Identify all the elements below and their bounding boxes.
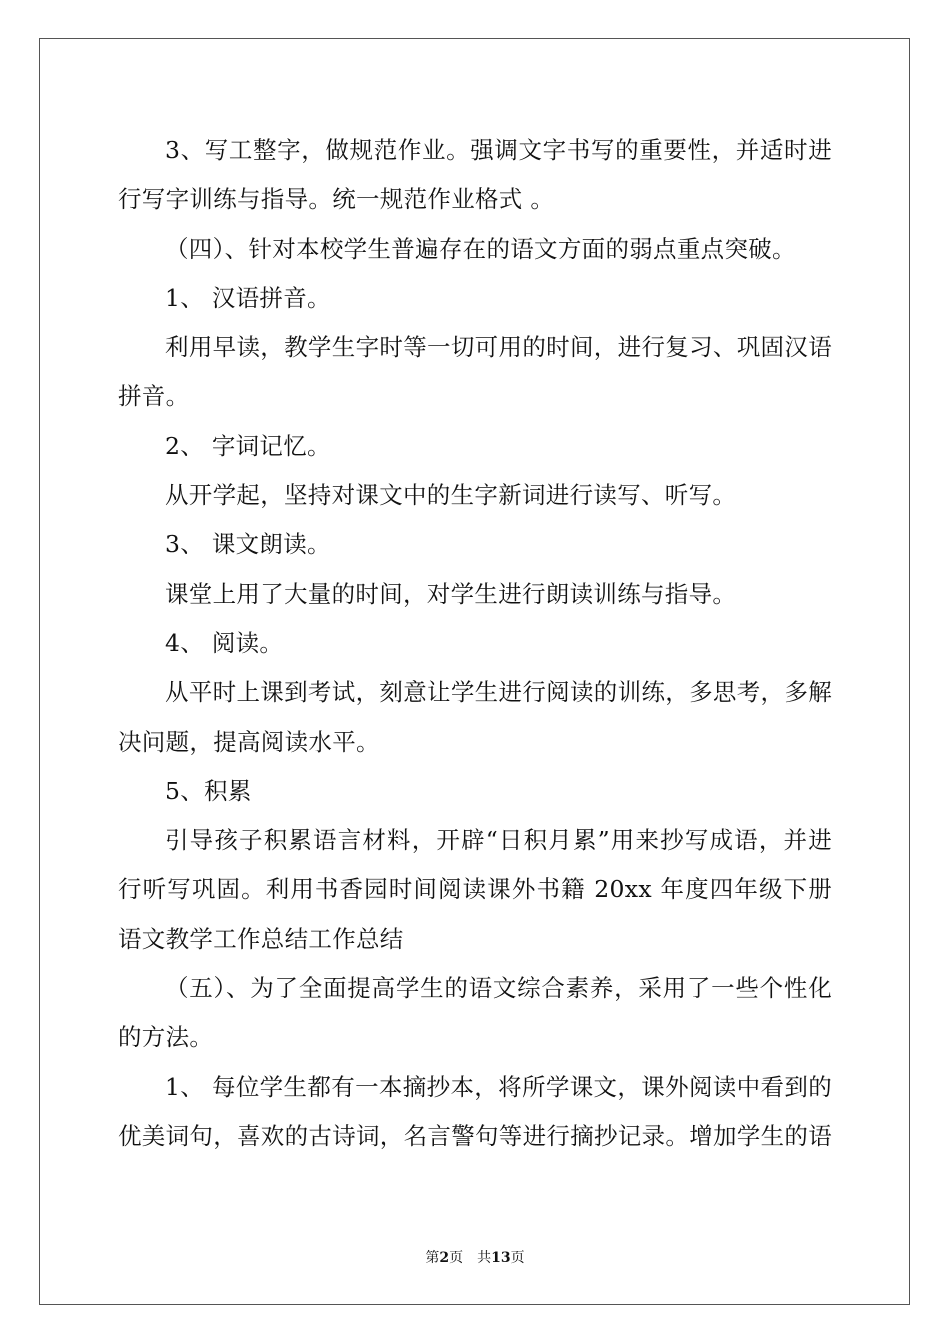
current-page-number: 2 [439, 1250, 450, 1266]
footer-mid: 页 共 [449, 1250, 492, 1266]
page-footer [0, 1247, 950, 1267]
paragraph: 4、 阅读。 [165, 628, 284, 657]
document-body [118, 126, 832, 1161]
paragraph: 3、写工整字，做规范作业。强调文字书写的重要性，并适时进行写字训练与指导。统一规范作业格式 。 [118, 136, 832, 214]
footer-suffix: 页 [510, 1250, 525, 1266]
paragraph: 2、 字词记忆。 [165, 431, 331, 460]
footer-prefix: 第 [425, 1250, 440, 1266]
paragraph: 从平时上课到考试，刻意让学生进行阅读的训练，多思考，多解决问题，提高阅读水平。 [118, 678, 832, 756]
paragraph: 从开学起，坚持对课文中的生字新词进行读写、听写。 [165, 481, 737, 510]
paragraph: （五）、为了全面提高学生的语文综合素养，采用了一些个性化的方法。 [118, 974, 832, 1052]
paragraph: 引导孩子积累语言材料，开辟“日积月累”用来抄写成语，并进行听写巩固。利用书香园时间阅读课外书籍 20xx 年度四年级下册语文教学工作总结工作总结 [118, 826, 832, 953]
paragraph: 3、 课文朗读。 [165, 530, 331, 559]
paragraph: 课堂上用了大量的时间，对学生进行朗读训练与指导。 [165, 579, 737, 608]
paragraph: 利用早读，教学生字时等一切可用的时间，进行复习、巩固汉语拼音。 [118, 333, 832, 411]
paragraph: 5、积累 [165, 776, 252, 805]
paragraph: （四）、针对本校学生普遍存在的语文方面的弱点重点突破。 [165, 234, 796, 263]
paragraph: 1、 汉语拼音。 [165, 283, 331, 312]
total-page-number: 13 [491, 1250, 511, 1266]
paragraph: 1、 每位学生都有一本摘抄本，将所学课文，课外阅读中看到的优美词句，喜欢的古诗词，名言警句等进行摘抄记录。增加学生的语 [118, 1072, 832, 1150]
